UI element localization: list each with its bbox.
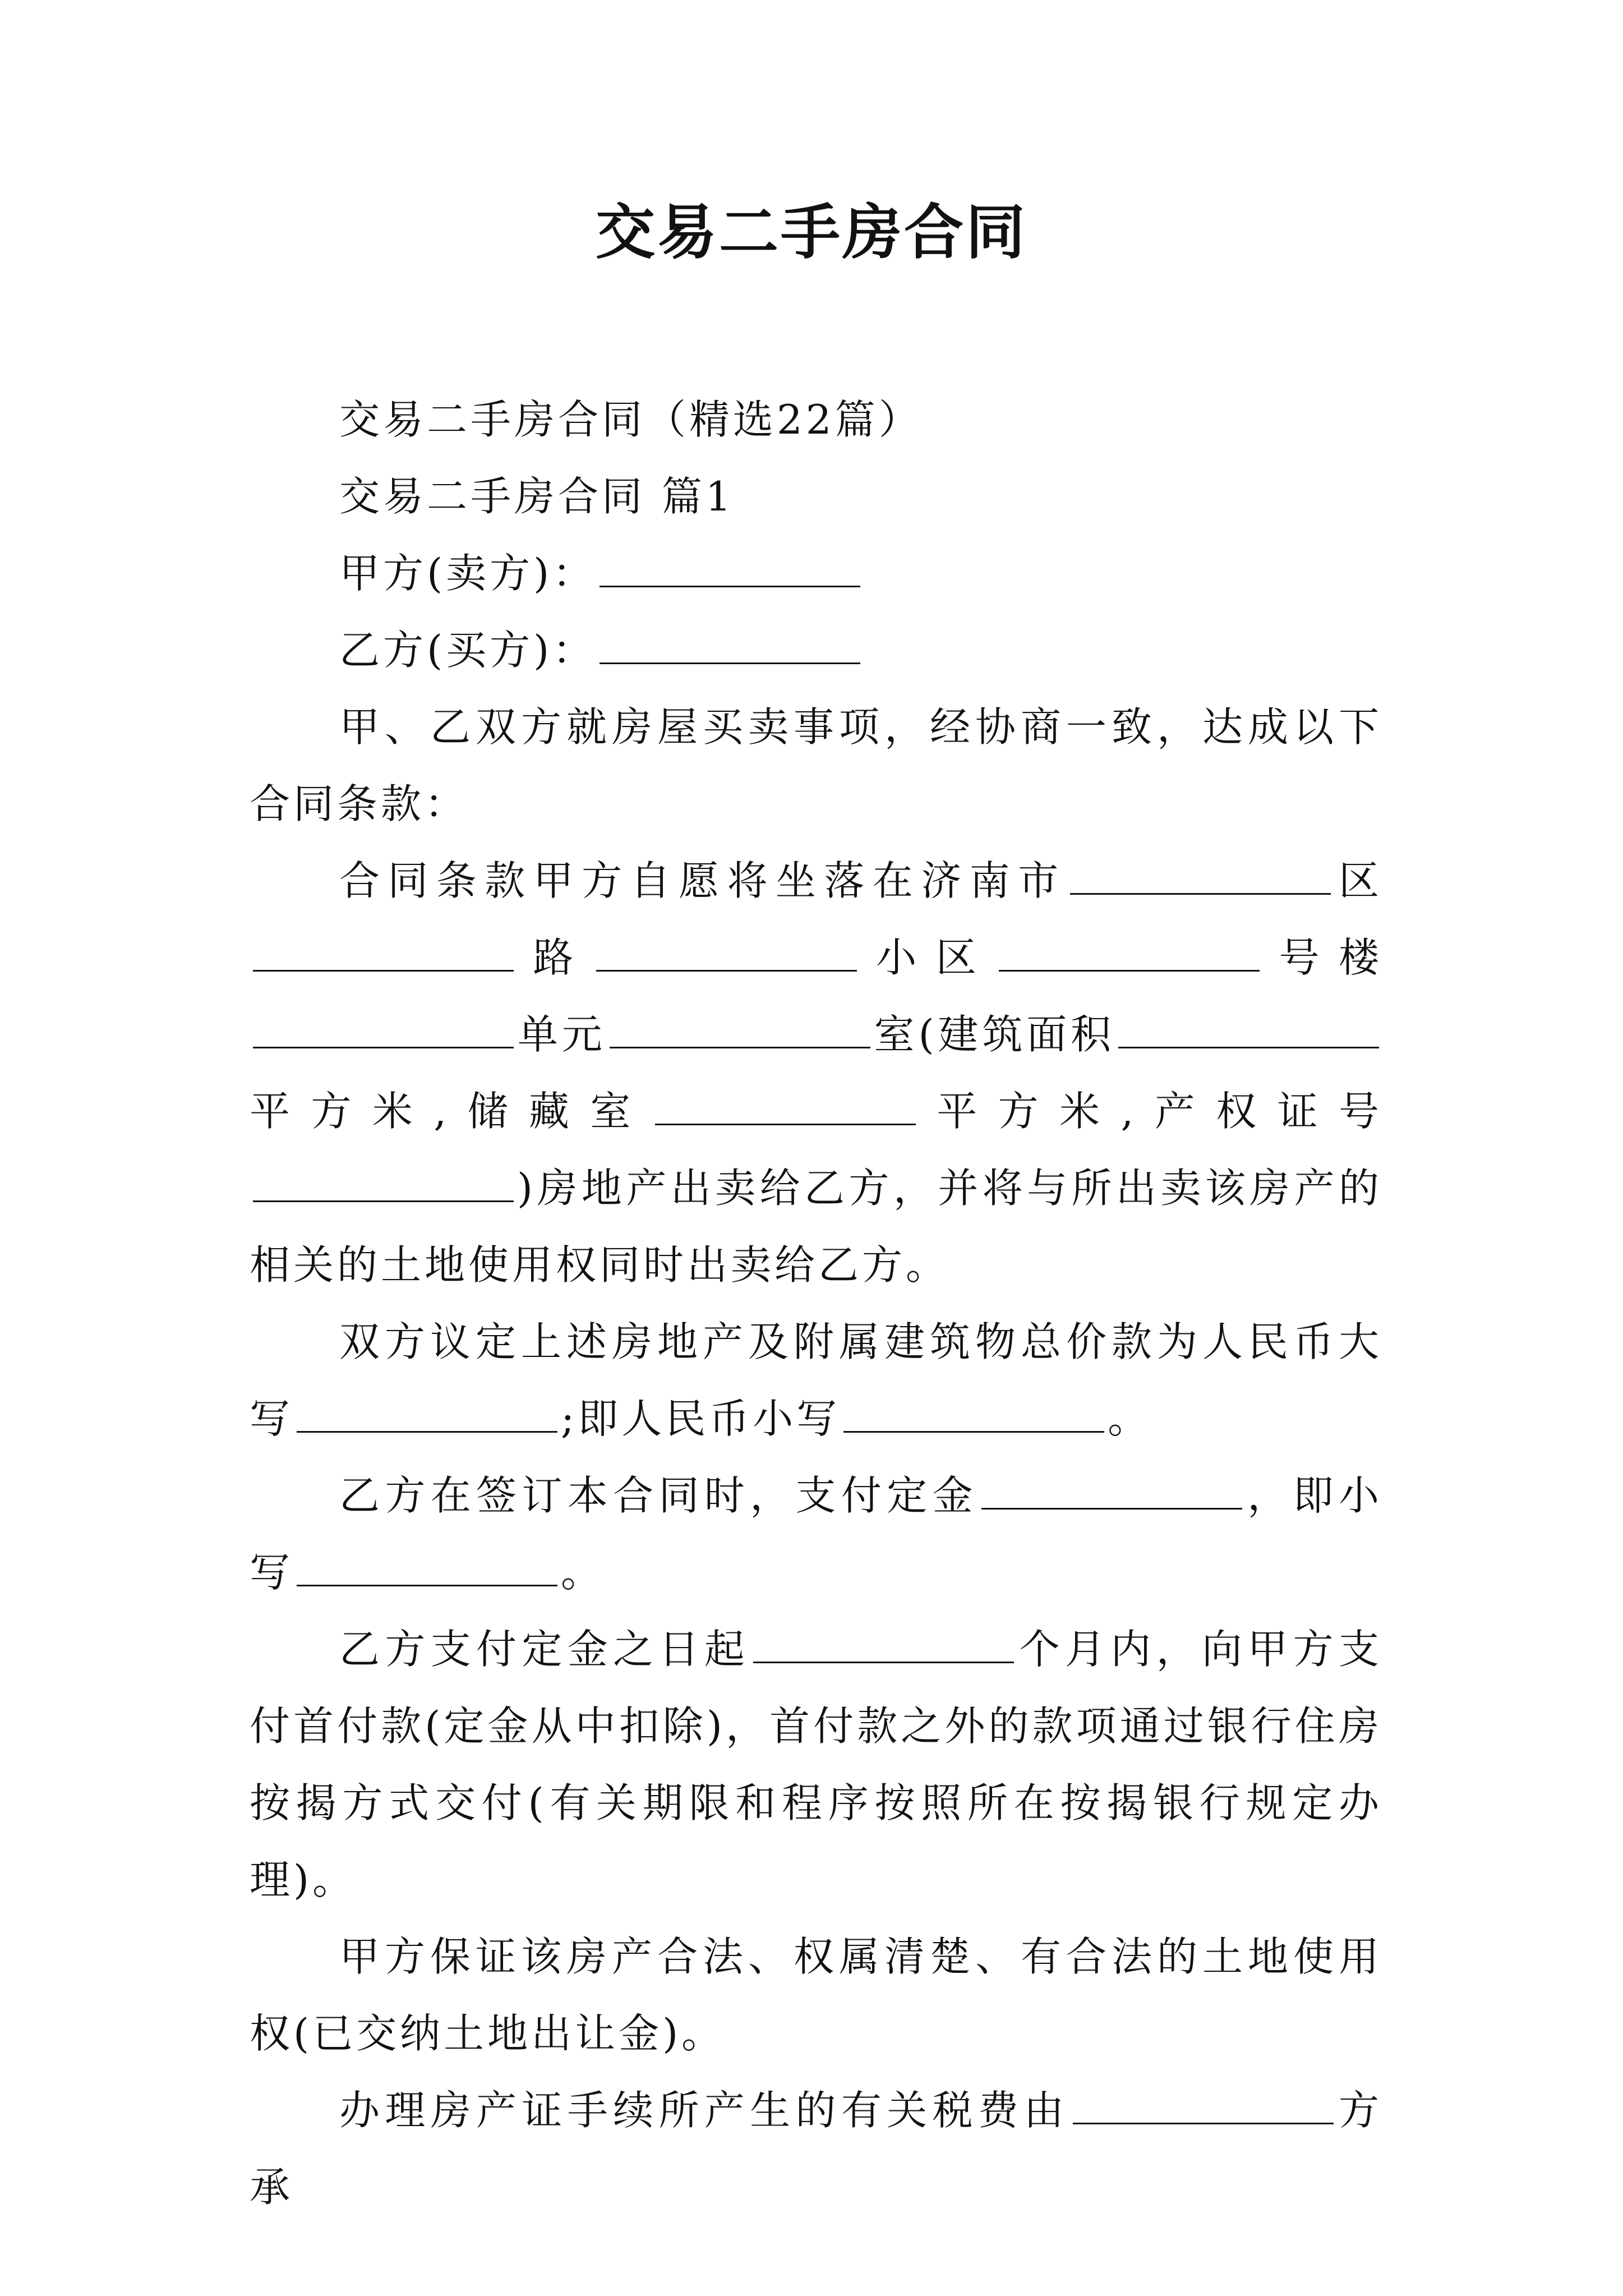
clause-payment-paragraph	[250, 1611, 1382, 1918]
clause-text: 区	[1334, 857, 1382, 904]
clause-text: 平方米,产权证号	[919, 1088, 1383, 1135]
clause-text: 平方米,储藏室	[250, 1088, 652, 1135]
tax-party-blank	[1073, 2085, 1334, 2124]
district-blank	[1070, 855, 1331, 895]
clause-text: 乙方在签订本合同时，支付定金	[339, 1472, 978, 1519]
party-b-line	[250, 612, 1382, 689]
clause-text: 办理房产证手续所产生的有关税费由	[339, 2087, 1069, 2134]
party-a-blank	[600, 547, 860, 587]
clause-text: 方承	[250, 2087, 1382, 2211]
certificate-number-blank	[253, 1162, 514, 1202]
clause-tax-paragraph	[250, 2072, 1382, 2226]
clause-text: 室(建筑面积	[873, 1011, 1115, 1058]
storage-area-blank	[655, 1085, 916, 1125]
clause-text: 号楼	[1263, 934, 1382, 981]
clause-deposit-paragraph	[250, 1457, 1382, 1611]
clause-text: 。	[1108, 1395, 1152, 1442]
deposit-lowercase-blank	[297, 1547, 557, 1586]
clause-text: ;即人民币小写	[561, 1395, 841, 1442]
party-a-line	[250, 535, 1382, 612]
intro-paragraph: 甲、乙双方就房屋买卖事项，经协商一致，达成以下合同条款：	[250, 703, 1382, 827]
clause-text: 小区	[860, 934, 996, 981]
room-blank	[610, 1009, 870, 1048]
clause-text: 个月内，向甲方支付首付款(定金从中扣除)，首付款之外的款项通过银行住房按揭方式交付(有关期限和程序按照所在按揭银行规定办理)。	[250, 1626, 1382, 1903]
clause-text: 乙方支付定金之日起	[339, 1626, 750, 1673]
clause-property-paragraph	[250, 843, 1382, 1304]
clause-guarantee-paragraph: 甲方保证该房产合法、权属清楚、有合法的土地使用权(已交纳土地出让金)。	[250, 1933, 1382, 2057]
document-subtitle: 交易二手房合同（精选22篇）	[339, 396, 923, 443]
price-uppercase-blank	[297, 1393, 557, 1433]
clause-text: 合同条款甲方自愿将坐落在济南市	[339, 857, 1067, 904]
unit-blank	[253, 1009, 514, 1048]
party-b-blank	[600, 624, 860, 664]
party-a-label: 甲方(卖方)：	[339, 550, 597, 597]
document-title: 交易二手房合同	[596, 197, 1027, 267]
area-blank	[1118, 1009, 1379, 1048]
community-blank	[596, 932, 857, 972]
party-b-label: 乙方(买方)：	[339, 627, 597, 674]
price-lowercase-blank	[843, 1393, 1104, 1433]
clause-text: ，即小写	[250, 1472, 1382, 1596]
clause-text: 路	[517, 934, 593, 981]
clause-text: 双方议定上述房地产及附属建筑物总价款为人民币大写	[250, 1318, 1382, 1442]
road-blank	[253, 932, 514, 972]
deposit-blank	[981, 1470, 1242, 1510]
clause-text: )房地产出卖给乙方，并将与所出卖该房产的相关的土地使用权同时出卖给乙方。	[250, 1165, 1382, 1289]
clause-price-paragraph	[250, 1304, 1382, 1457]
clause-text: 单元	[517, 1011, 606, 1058]
document-body	[250, 381, 1382, 2226]
building-blank	[999, 932, 1260, 972]
section-heading: 交易二手房合同 篇1	[339, 473, 735, 520]
clause-text: 。	[561, 1549, 605, 1596]
months-blank	[753, 1623, 1014, 1663]
